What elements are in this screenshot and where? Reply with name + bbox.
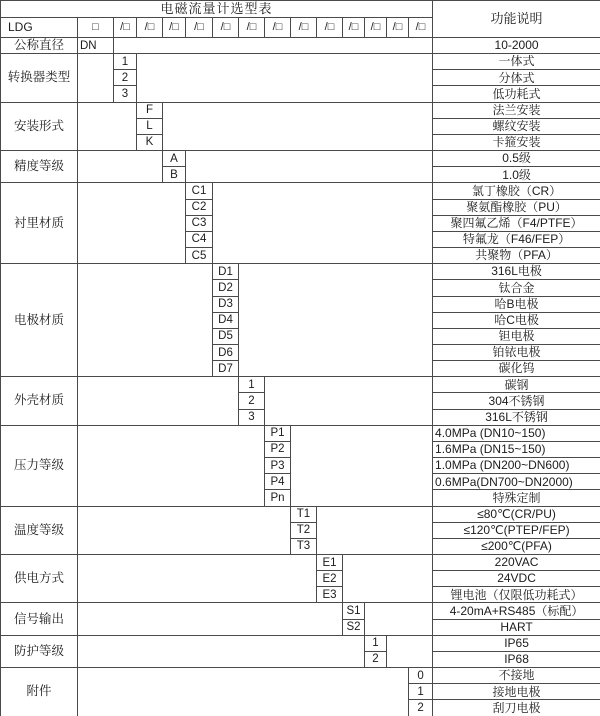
code-cell: 1 bbox=[365, 635, 387, 651]
spec-desc-cell: 聚氨酯橡胶（PU） bbox=[433, 199, 600, 215]
spec-desc-cell: 锂电池（仅限低功耗式） bbox=[433, 587, 600, 603]
model-box-cell: /□ bbox=[186, 18, 213, 38]
code-cell: D6 bbox=[213, 344, 239, 360]
spec-desc-cell: 碳钢 bbox=[433, 377, 600, 393]
spec-desc-cell: 哈B电极 bbox=[433, 296, 600, 312]
spec-desc-cell: 220VAC bbox=[433, 555, 600, 571]
spec-desc-cell: 接地电极 bbox=[433, 684, 600, 700]
spec-desc-cell: IP68 bbox=[433, 651, 600, 667]
spec-desc-cell: 一体式 bbox=[433, 54, 600, 70]
category-label: 转换器类型 bbox=[1, 54, 78, 102]
filler-cell bbox=[343, 555, 433, 603]
category-label: 压力等级 bbox=[1, 425, 78, 506]
code-cell: 2 bbox=[365, 651, 387, 667]
code-cell: C2 bbox=[186, 199, 213, 215]
spec-desc-cell: 316L不锈钢 bbox=[433, 409, 600, 425]
model-box-cell: /□ bbox=[265, 18, 291, 38]
spec-desc-cell: 法兰安装 bbox=[433, 102, 600, 118]
code-cell: D5 bbox=[213, 328, 239, 344]
code-cell: D2 bbox=[213, 280, 239, 296]
model-box-cell: □ bbox=[78, 18, 114, 38]
code-cell: L bbox=[137, 118, 163, 134]
spec-desc-cell: IP65 bbox=[433, 635, 600, 651]
category-label: 公称直径 bbox=[1, 38, 78, 54]
filler-cell bbox=[265, 377, 433, 425]
code-cell: T1 bbox=[291, 506, 317, 522]
category-label: 精度等级 bbox=[1, 151, 78, 183]
spec-desc-cell: 钛合金 bbox=[433, 280, 600, 296]
spec-desc-cell: 4-20mA+RS485（标配） bbox=[433, 603, 600, 619]
model-box-cell: /□ bbox=[409, 18, 433, 38]
code-cell: 2 bbox=[409, 700, 433, 716]
code-cell: C3 bbox=[186, 215, 213, 231]
filler-cell bbox=[78, 506, 291, 554]
category-label: 安装形式 bbox=[1, 102, 78, 150]
spec-desc-cell: 0.6MPa(DN700~DN2000) bbox=[433, 474, 600, 490]
spec-desc-cell: 316L电极 bbox=[433, 264, 600, 280]
code-cell: S2 bbox=[343, 619, 365, 635]
spec-desc-cell: 1.0MPa (DN200~DN600) bbox=[433, 458, 600, 474]
model-box-cell: /□ bbox=[343, 18, 365, 38]
code-cell: 2 bbox=[239, 393, 265, 409]
filler-cell bbox=[78, 183, 186, 264]
code-cell: D4 bbox=[213, 312, 239, 328]
code-cell: 3 bbox=[239, 409, 265, 425]
spec-desc-cell: 特氟龙（F46/FEP） bbox=[433, 231, 600, 247]
filler-cell bbox=[78, 603, 343, 635]
spec-desc-cell: 特殊定制 bbox=[433, 490, 600, 506]
spec-desc-cell: 304不锈钢 bbox=[433, 393, 600, 409]
code-cell: P2 bbox=[265, 441, 291, 457]
category-label: 信号输出 bbox=[1, 603, 78, 635]
filler-cell bbox=[317, 506, 433, 554]
code-cell: 1 bbox=[239, 377, 265, 393]
filler-cell bbox=[163, 102, 433, 150]
spec-desc-cell: 聚四氟乙烯（F4/PTFE） bbox=[433, 215, 600, 231]
category-label: 电极材质 bbox=[1, 264, 78, 377]
filler-cell bbox=[78, 377, 239, 425]
spec-desc-cell: 1.0级 bbox=[433, 167, 600, 183]
spec-desc-cell: 螺纹安装 bbox=[433, 118, 600, 134]
code-cell: F bbox=[137, 102, 163, 118]
spec-desc-cell: 氯丁橡胶（CR） bbox=[433, 183, 600, 199]
code-cell: T3 bbox=[291, 538, 317, 554]
model-box-cell: /□ bbox=[317, 18, 343, 38]
function-desc-header: 功能说明 bbox=[433, 1, 600, 38]
filler-cell bbox=[213, 183, 433, 264]
model-box-cell: /□ bbox=[163, 18, 186, 38]
filler-cell bbox=[137, 54, 433, 102]
code-cell: D7 bbox=[213, 361, 239, 377]
filler-cell bbox=[78, 555, 317, 603]
filler-cell bbox=[365, 603, 433, 635]
spec-desc-cell: 10-2000 bbox=[433, 38, 600, 54]
code-cell: C5 bbox=[186, 248, 213, 264]
code-cell: K bbox=[137, 134, 163, 150]
code-cell: 2 bbox=[114, 70, 137, 86]
code-cell: 3 bbox=[114, 86, 137, 102]
code-cell: T2 bbox=[291, 522, 317, 538]
spec-desc-cell: ≤200℃(PFA) bbox=[433, 538, 600, 554]
filler-cell bbox=[186, 151, 433, 183]
spec-desc-cell: 刮刀电极 bbox=[433, 700, 600, 716]
filler-cell bbox=[78, 425, 265, 506]
filler-cell bbox=[78, 668, 409, 716]
code-cell: S1 bbox=[343, 603, 365, 619]
filler-cell bbox=[387, 635, 433, 667]
code-cell: E3 bbox=[317, 587, 343, 603]
model-box-cell: /□ bbox=[291, 18, 317, 38]
filler-cell bbox=[78, 635, 365, 667]
code-cell: D1 bbox=[213, 264, 239, 280]
model-box-cell: /□ bbox=[387, 18, 409, 38]
code-cell: 1 bbox=[409, 684, 433, 700]
spec-desc-cell: 0.5级 bbox=[433, 151, 600, 167]
code-cell: P3 bbox=[265, 458, 291, 474]
spec-desc-cell: 24VDC bbox=[433, 571, 600, 587]
spec-desc-cell: 钽电极 bbox=[433, 328, 600, 344]
code-cell: 1 bbox=[114, 54, 137, 70]
code-cell: A bbox=[163, 151, 186, 167]
code-cell: 0 bbox=[409, 668, 433, 684]
code-cell: Pn bbox=[265, 490, 291, 506]
spec-desc-cell: 共聚物（PFA） bbox=[433, 248, 600, 264]
table-title: 电磁流量计选型表 bbox=[1, 1, 433, 18]
filler-cell bbox=[78, 54, 114, 102]
model-prefix-cell: LDG bbox=[1, 18, 78, 38]
spec-desc-cell: 碳化钨 bbox=[433, 361, 600, 377]
category-label: 衬里材质 bbox=[1, 183, 78, 264]
model-box-cell: /□ bbox=[365, 18, 387, 38]
spec-desc-cell: 低功耗式 bbox=[433, 86, 600, 102]
model-box-cell: /□ bbox=[239, 18, 265, 38]
spec-desc-cell: 卡箍安装 bbox=[433, 134, 600, 150]
spec-desc-cell: 哈C电极 bbox=[433, 312, 600, 328]
spec-desc-cell: ≤80℃(CR/PU) bbox=[433, 506, 600, 522]
filler-cell bbox=[239, 264, 433, 377]
spec-desc-cell: ≤120℃(PTEP/FEP) bbox=[433, 522, 600, 538]
spec-desc-cell: 分体式 bbox=[433, 70, 600, 86]
spec-desc-cell: 不接地 bbox=[433, 668, 600, 684]
filler-cell bbox=[78, 102, 137, 150]
category-label: 供电方式 bbox=[1, 555, 78, 603]
code-cell: C4 bbox=[186, 231, 213, 247]
code-cell: B bbox=[163, 167, 186, 183]
category-label: 附件 bbox=[1, 668, 78, 716]
spec-desc-cell: 4.0MPa (DN10~150) bbox=[433, 425, 600, 441]
category-label: 防护等级 bbox=[1, 635, 78, 667]
code-cell: DN bbox=[78, 38, 114, 54]
code-cell: E2 bbox=[317, 571, 343, 587]
filler-cell bbox=[78, 151, 163, 183]
code-cell: P4 bbox=[265, 474, 291, 490]
spec-desc-cell: HART bbox=[433, 619, 600, 635]
spec-desc-cell: 1.6MPa (DN15~150) bbox=[433, 441, 600, 457]
code-cell: C1 bbox=[186, 183, 213, 199]
code-cell: D3 bbox=[213, 296, 239, 312]
model-box-cell: /□ bbox=[213, 18, 239, 38]
filler-cell bbox=[114, 38, 433, 54]
model-box-cell: /□ bbox=[114, 18, 137, 38]
filler-cell bbox=[291, 425, 433, 506]
code-cell: P1 bbox=[265, 425, 291, 441]
spec-desc-cell: 铂铱电极 bbox=[433, 344, 600, 360]
code-cell: E1 bbox=[317, 555, 343, 571]
category-label: 温度等级 bbox=[1, 506, 78, 554]
model-box-cell: /□ bbox=[137, 18, 163, 38]
category-label: 外壳材质 bbox=[1, 377, 78, 425]
filler-cell bbox=[78, 264, 213, 377]
